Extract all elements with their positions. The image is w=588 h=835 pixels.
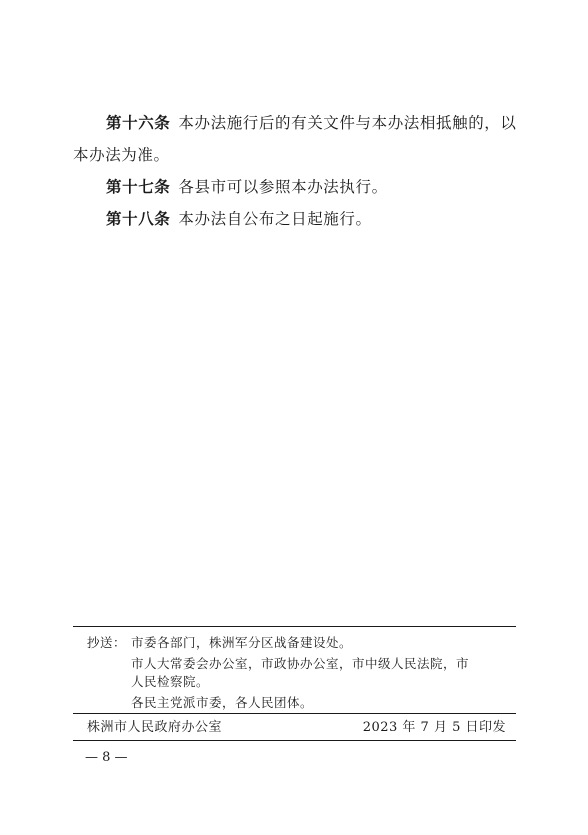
cc-recipients-line-1: 市委各部门，株洲军分区战备建设处。 <box>131 635 353 650</box>
issuing-office: 株洲市人民政府办公室 <box>87 720 223 735</box>
article-18-number: 第十八条 <box>106 210 171 228</box>
article-16-continuation: 本办法为准。 <box>73 146 170 164</box>
article-16 <box>73 107 518 171</box>
article-17-number: 第十七条 <box>106 178 171 196</box>
issuer-top-divider <box>73 713 516 714</box>
article-17-line <box>73 171 518 203</box>
article-17 <box>73 171 518 203</box>
issue-date: 2023 年 7 月 5 日印发 <box>362 720 506 735</box>
article-17-text: 各县市可以参照本办法执行。 <box>178 178 388 196</box>
article-16-number: 第十六条 <box>106 114 171 132</box>
article-16-first-line <box>73 107 518 139</box>
cc-recipients-line-3: 人民检察院。 <box>131 674 210 689</box>
cc-label: 抄送： <box>87 635 127 650</box>
page-number: — 8 — <box>85 750 128 765</box>
cc-recipients-line-4: 各民主党派市委，各人民团体。 <box>131 695 314 710</box>
cc-top-divider <box>73 626 516 627</box>
article-16-text: 本办法施行后的有关文件与本办法相抵触的，以 <box>178 114 517 132</box>
issuer-bottom-divider <box>73 740 516 741</box>
cc-recipients-line-2: 市人大常委会办公室，市政协办公室，市中级人民法院，市 <box>131 656 470 671</box>
article-18-text: 本办法自公布之日起施行。 <box>178 210 372 228</box>
article-18 <box>73 203 518 235</box>
article-18-line <box>73 203 518 235</box>
